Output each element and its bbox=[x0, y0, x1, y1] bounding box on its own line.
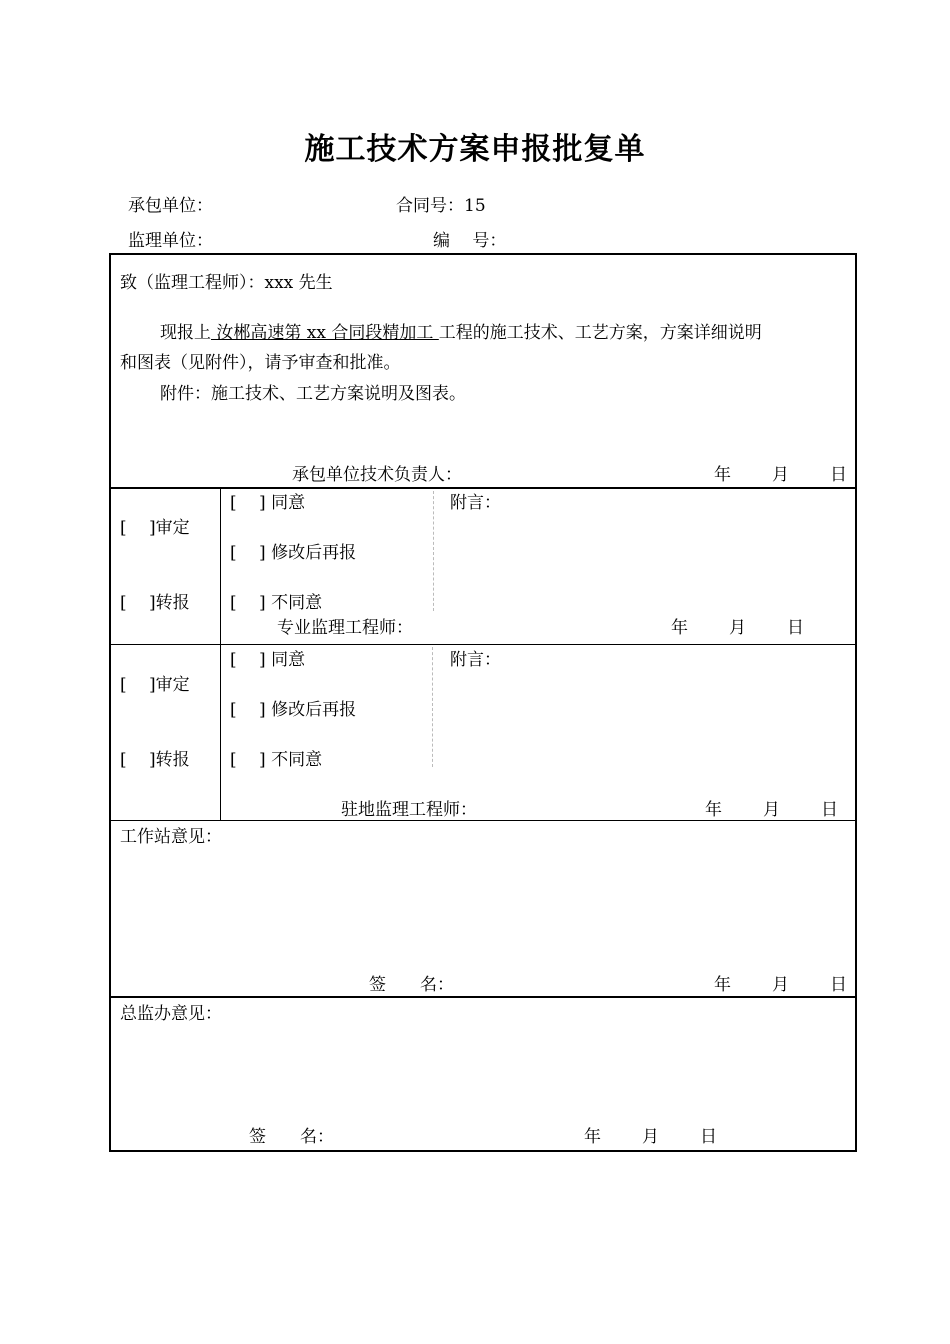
remark-label: 附言： bbox=[450, 493, 501, 513]
attachment-line: 附件：施工技术、工艺方案说明及图表。 bbox=[160, 384, 466, 404]
specialist-engineer-signer: 专业监理工程师： bbox=[277, 618, 413, 638]
date-day: 日 bbox=[830, 465, 847, 485]
date-day: 日 bbox=[787, 618, 804, 638]
agree-checkbox[interactable]: [ ] 同意 bbox=[230, 493, 306, 513]
date-month: 月 bbox=[729, 618, 746, 638]
signature-label: 签 名： bbox=[369, 975, 454, 995]
approval-form-table bbox=[109, 253, 857, 1152]
disagree-checkbox[interactable]: [ ] 不同意 bbox=[230, 593, 323, 613]
divider-line bbox=[432, 647, 433, 767]
date-month: 月 bbox=[763, 800, 780, 820]
signature-label: 签 名： bbox=[249, 1127, 334, 1147]
agree-checkbox[interactable]: [ ] 同意 bbox=[230, 650, 306, 670]
forward-checkbox[interactable]: [ ]转报 bbox=[120, 593, 190, 613]
revise-checkbox[interactable]: [ ] 修改后再报 bbox=[230, 700, 357, 720]
date-day: 日 bbox=[830, 975, 847, 995]
date-day: 日 bbox=[821, 800, 838, 820]
approve-checkbox[interactable]: [ ]审定 bbox=[120, 518, 190, 538]
date-year: 年 bbox=[584, 1127, 601, 1147]
contractor-label: 承包单位： bbox=[128, 196, 213, 216]
date-month: 月 bbox=[772, 975, 789, 995]
contractor-tech-signer: 承包单位技术负责人： bbox=[292, 465, 462, 485]
form-title: 施工技术方案申报批复单 bbox=[304, 132, 646, 167]
revise-checkbox[interactable]: [ ] 修改后再报 bbox=[230, 543, 357, 563]
workstation-opinion-label: 工作站意见： bbox=[120, 827, 222, 847]
date-year: 年 bbox=[714, 975, 731, 995]
date-month: 月 bbox=[642, 1127, 659, 1147]
date-month: 月 bbox=[772, 465, 789, 485]
report-line-2: 和图表（见附件），请予审查和批准。 bbox=[120, 353, 401, 373]
contract-no-label: 合同号：15 bbox=[396, 196, 486, 216]
divider-line bbox=[111, 820, 855, 821]
report-suffix: 工程的施工技术、工艺方案，方案详细说明 bbox=[438, 323, 762, 343]
divider-line bbox=[111, 487, 855, 489]
report-line bbox=[160, 325, 762, 342]
supervisor-label: 监理单位： bbox=[128, 231, 213, 251]
divider-line bbox=[433, 491, 434, 611]
resident-engineer-signer: 驻地监理工程师： bbox=[341, 800, 477, 820]
chief-office-opinion-label: 总监办意见： bbox=[120, 1004, 222, 1024]
forward-checkbox[interactable]: [ ]转报 bbox=[120, 750, 190, 770]
date-day: 日 bbox=[700, 1127, 717, 1147]
date-year: 年 bbox=[671, 618, 688, 638]
report-prefix: 现报上 bbox=[160, 323, 211, 343]
disagree-checkbox[interactable]: [ ] 不同意 bbox=[230, 750, 323, 770]
approve-checkbox[interactable]: [ ]审定 bbox=[120, 675, 190, 695]
divider-line bbox=[220, 489, 221, 820]
remark-label: 附言： bbox=[450, 650, 501, 670]
date-year: 年 bbox=[705, 800, 722, 820]
divider-line bbox=[111, 644, 855, 645]
addressee-line: 致（监理工程师）：xxx 先生 bbox=[120, 273, 333, 293]
number-label: 编 号： bbox=[433, 231, 507, 251]
divider-line bbox=[111, 996, 855, 998]
date-year: 年 bbox=[714, 465, 731, 485]
project-name: 汝郴高速第 xx 合同段精加工 bbox=[211, 323, 439, 343]
